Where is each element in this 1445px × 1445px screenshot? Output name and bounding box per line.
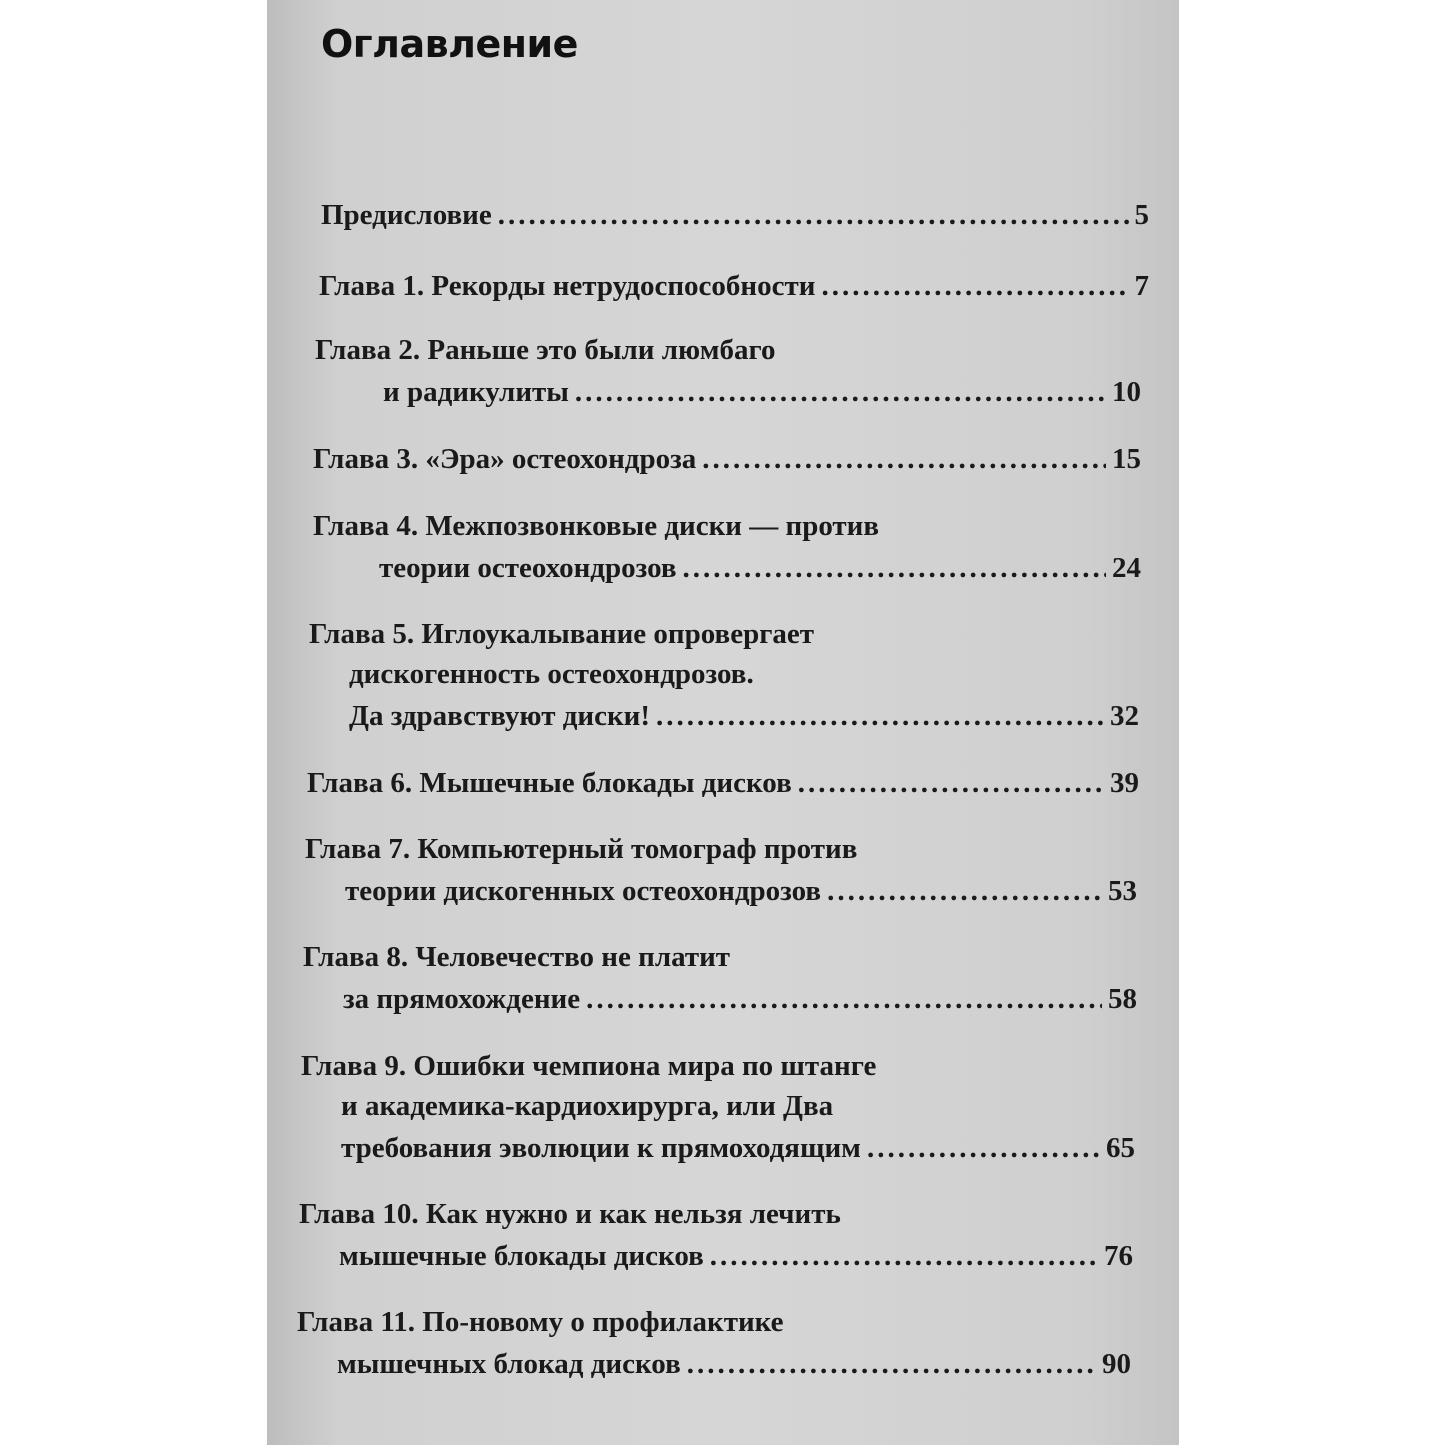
toc-entry-title: мышечные блокады дисков xyxy=(339,1240,704,1272)
leader-dots xyxy=(683,552,1106,585)
toc-entry-chapter-10-line-1: Глава 10. Как нужно и как нельзя лечить xyxy=(299,1198,841,1230)
toc-entry-chapter-2 xyxy=(383,376,1141,409)
toc-entry-title: Глава 6. Мышечные блокады дисков xyxy=(307,767,792,799)
leader-dots xyxy=(702,443,1106,476)
toc-page-number: 76 xyxy=(1104,1240,1133,1272)
toc-entry-chapter-11-line-1: Глава 11. По-новому о профилактике xyxy=(297,1306,784,1338)
leader-dots xyxy=(586,983,1102,1016)
page-title: Оглавление xyxy=(321,22,578,66)
book-page xyxy=(267,0,1179,1445)
toc-entry-chapter-7-line-1: Глава 7. Компьютерный томограф против xyxy=(305,833,858,865)
leader-dots xyxy=(687,1348,1096,1381)
leader-dots xyxy=(710,1240,1098,1273)
toc-entry-title: за прямохождение xyxy=(343,983,581,1015)
toc-page-number: 58 xyxy=(1108,983,1137,1015)
toc-entry-chapter-8-line-1: Глава 8. Человечество не платит xyxy=(303,941,731,973)
leader-dots xyxy=(498,199,1129,232)
toc-entry-chapter-9 xyxy=(341,1132,1135,1165)
toc-page-number: 24 xyxy=(1112,552,1141,584)
toc-entry-chapter-7 xyxy=(345,875,1137,908)
toc-entry-chapter-1 xyxy=(319,270,1149,303)
toc-page-number: 7 xyxy=(1134,270,1149,302)
toc-entry-chapter-9-line-1: Глава 9. Ошибки чемпиона мира по штанге xyxy=(301,1050,877,1082)
toc-entry-preface xyxy=(321,199,1149,232)
toc-page-number: 15 xyxy=(1112,443,1141,475)
toc-entry-chapter-5 xyxy=(349,700,1139,733)
toc-page-number: 5 xyxy=(1134,199,1149,231)
toc-page-number: 39 xyxy=(1110,767,1139,799)
toc-entry-chapter-4-line-1: Глава 4. Межпозвонковые диски — против xyxy=(313,510,880,542)
leader-dots xyxy=(827,875,1102,908)
toc-page-number: 32 xyxy=(1110,700,1139,732)
toc-entry-title: теории остеохондрозов xyxy=(379,552,677,584)
toc-entry-chapter-6 xyxy=(307,767,1139,800)
toc-entry-chapter-8 xyxy=(343,983,1137,1016)
toc-page-number: 65 xyxy=(1106,1132,1135,1164)
toc-entry-title: Предисловие xyxy=(321,199,492,231)
toc-entry-title: и радикулиты xyxy=(383,376,569,408)
leader-dots xyxy=(867,1132,1100,1165)
leader-dots xyxy=(575,376,1106,409)
toc-entry-chapter-5-line-2: дискогенность остеохондрозов. xyxy=(349,658,754,690)
toc-entry-title: требования эволюции к прямоходящим xyxy=(341,1132,861,1164)
leader-dots xyxy=(821,270,1128,303)
toc-page-number: 10 xyxy=(1112,376,1141,408)
toc-entry-chapter-5-line-1: Глава 5. Иглоукалывание опровергает xyxy=(309,618,814,650)
toc-entry-chapter-2-line-1: Глава 2. Раньше это были люмбаго xyxy=(315,334,776,366)
toc-entry-title: Глава 1. Рекорды нетрудоспособности xyxy=(319,270,816,302)
leader-dots xyxy=(798,767,1104,800)
toc-page-number: 90 xyxy=(1102,1348,1131,1380)
toc-entry-chapter-9-line-2: и академика-кардиохирурга, или Два xyxy=(341,1090,834,1122)
toc-entry-title: Глава 3. «Эра» остеохондроза xyxy=(313,443,697,475)
toc-entry-chapter-11 xyxy=(337,1348,1131,1381)
toc-entry-title: теории дискогенных остеохондрозов xyxy=(345,875,822,907)
toc-entry-chapter-3 xyxy=(313,443,1141,476)
toc-entry-title: Да здравствуют диски! xyxy=(349,700,651,732)
table-of-contents xyxy=(267,0,1179,1445)
toc-entry-chapter-4 xyxy=(379,552,1141,585)
leader-dots xyxy=(656,700,1104,733)
toc-entry-chapter-10 xyxy=(339,1240,1133,1273)
toc-entry-title: мышечных блокад дисков xyxy=(337,1348,681,1380)
toc-page-number: 53 xyxy=(1108,875,1137,907)
